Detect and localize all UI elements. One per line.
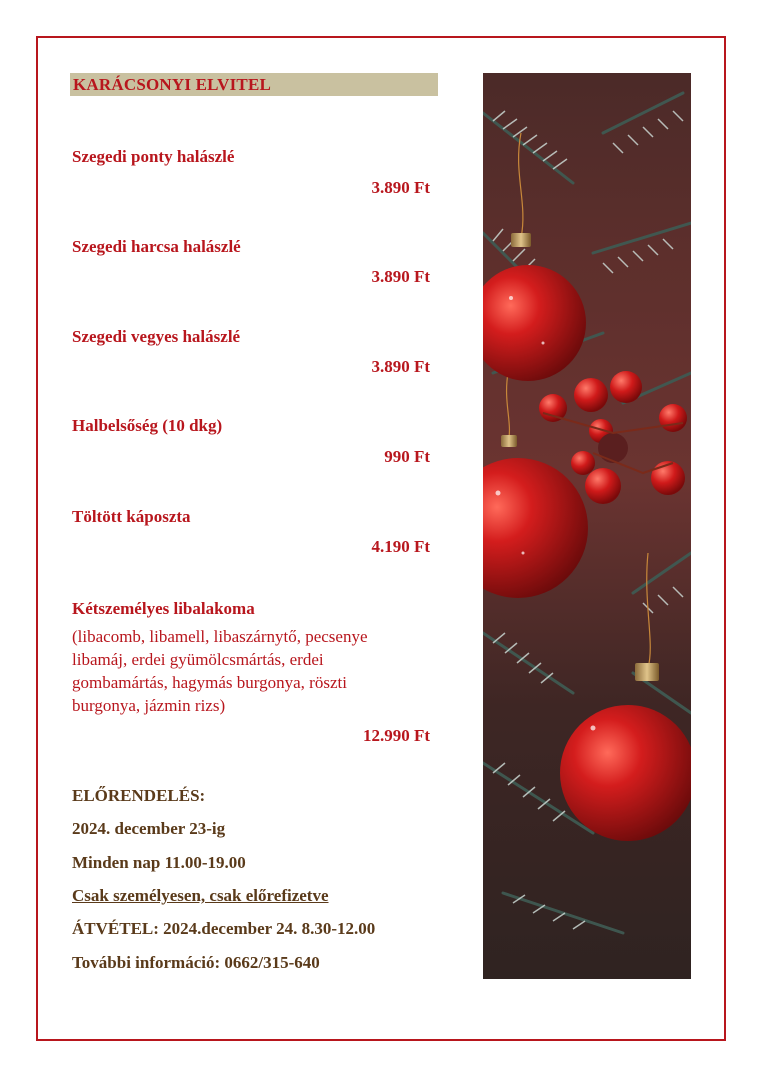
order-conditions: Csak személyesen, csak előrefizetve <box>72 886 329 905</box>
menu-item-name: Töltött káposzta <box>72 507 191 526</box>
page-title: KARÁCSONYI ELVITEL <box>73 75 272 94</box>
menu-item-name: Szegedi vegyes halászlé <box>72 327 241 346</box>
preorder-deadline: 2024. december 23-ig <box>72 819 226 838</box>
pickup-info: ÁTVÉTEL: 2024.december 24. 8.30-12.00 <box>72 919 376 938</box>
menu-item-price: 3.890 Ft <box>371 357 430 376</box>
menu-item-name: Szegedi harcsa halászlé <box>72 237 241 256</box>
menu-item-name: Kétszemélyes libalakoma <box>72 599 255 618</box>
menu-item-name: Halbelsőség (10 dkg) <box>72 416 223 435</box>
menu-item-price: 3.890 Ft <box>371 178 430 197</box>
menu-item-price: 4.190 Ft <box>371 537 430 556</box>
menu-item-name: Szegedi ponty halászlé <box>72 147 235 166</box>
menu-item-price: 3.890 Ft <box>371 267 430 286</box>
contact-info: További információ: 0662/315-640 <box>72 953 320 972</box>
menu-item-price: 990 Ft <box>384 447 430 466</box>
opening-hours: Minden nap 11.00-19.00 <box>72 853 246 872</box>
christmas-tree-photo <box>483 73 691 979</box>
preorder-label: ELŐRENDELÉS: <box>72 786 206 805</box>
menu-item-price: 12.990 Ft <box>362 726 430 745</box>
menu-item-description: (libacomb, libamell, libaszárnytő, pecsenye libamáj, erdei gyümölcsmártás, erdei gombamártás, hagymás burgonya, röszti burgonya, jázmin rizs) <box>72 627 368 715</box>
